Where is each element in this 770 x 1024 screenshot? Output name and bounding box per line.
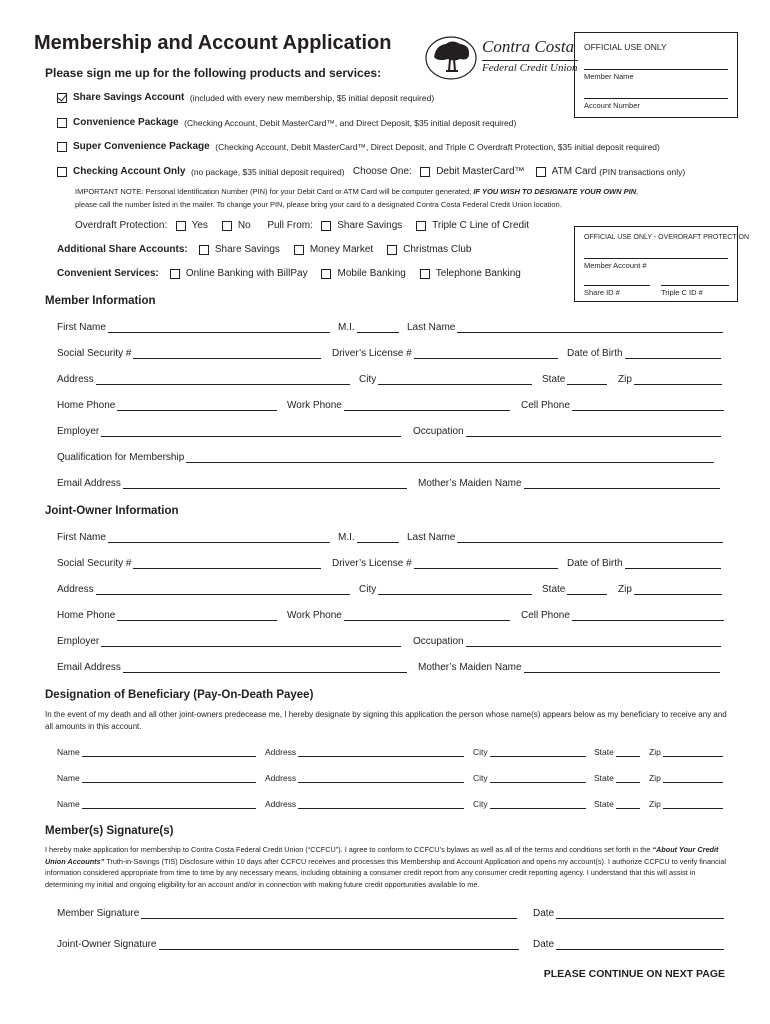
product-name: Convenience Package xyxy=(73,117,179,128)
note-text: IMPORTANT NOTE: Personal Identification Number (PIN) for your Debit Card or ATM Card will be computer generated; xyxy=(75,187,474,196)
beneficiary-state-input[interactable] xyxy=(616,774,640,783)
beneficiary-zip-input[interactable] xyxy=(663,748,723,757)
agreement-text-cont: Truth-in-Savings (TIS) Disclosure within 10 days after CCFCU receives and processes this Membership and Account Application and opens my account(s). I authorize CCFCU to verify financial information considered appropriate from time to time by any necessary means, including obtaining a consumer credit report from any consumer credit reporting agency. I understand that this will assist in determining my initial and ongoing eligibility for an account and/or in connection with making future credit opportunities available to me. xyxy=(45,856,727,889)
joint-work-phone-input[interactable] xyxy=(344,611,510,621)
beneficiary-name-input[interactable] xyxy=(82,774,256,783)
b2-name xyxy=(57,773,256,783)
beneficiary-city-input[interactable] xyxy=(490,774,586,783)
joint-occupation-input[interactable] xyxy=(466,637,721,647)
joint-dob-input[interactable] xyxy=(625,559,721,569)
member-account-label: Member Account # xyxy=(584,261,647,270)
form-subtitle: Please sign me up for the following products and services: xyxy=(45,66,382,80)
joint-city-input[interactable] xyxy=(378,585,532,595)
beneficiary-state-input[interactable] xyxy=(616,800,640,809)
field-label: State xyxy=(594,773,614,783)
j-maiden xyxy=(418,662,720,673)
j-first-name xyxy=(57,532,330,543)
pull-share-savings-label: Share Savings xyxy=(337,220,403,231)
services-row xyxy=(57,268,521,279)
product-desc: (Checking Account, Debit MasterCard™, Direct Deposit, and Triple C Overdraft Protection, $35 initial deposit required) xyxy=(215,141,660,152)
field-label: Social Security # xyxy=(57,558,132,569)
account-number-label: Account Number xyxy=(584,101,640,110)
field-label: Zip xyxy=(618,374,632,385)
convenience-package-checkbox[interactable] xyxy=(57,118,67,128)
field-label: City xyxy=(359,584,377,595)
b3-city xyxy=(473,799,586,809)
m-work-phone xyxy=(287,400,510,411)
b3-zip xyxy=(649,799,723,809)
tree-logo-icon xyxy=(424,35,478,81)
field-label: City xyxy=(473,747,488,757)
product-name: Checking Account Only xyxy=(73,166,186,177)
atm-card-label: ATM Card xyxy=(551,166,597,177)
home-phone-input[interactable] xyxy=(117,401,277,411)
j-city xyxy=(359,584,532,595)
telephone-banking-label: Telephone Banking xyxy=(435,268,521,279)
field-label: Zip xyxy=(649,773,661,783)
joint-home-phone-input[interactable] xyxy=(117,611,277,621)
joint-cell-phone-input[interactable] xyxy=(572,611,724,621)
choose-one-label: Choose One: xyxy=(352,166,412,177)
ccfcu-logo xyxy=(424,35,578,81)
field-label: City xyxy=(473,773,488,783)
pull-from-label: Pull From: xyxy=(267,220,313,231)
m-zip xyxy=(618,374,722,385)
b2-zip xyxy=(649,773,723,783)
field-label: Joint-Owner Signature xyxy=(57,939,157,950)
m-mi xyxy=(338,322,399,333)
member-info-heading: Member Information xyxy=(45,295,156,307)
first-name-input[interactable] xyxy=(108,323,330,333)
j-occupation xyxy=(413,636,721,647)
field-label: First Name xyxy=(57,322,106,333)
money-market-checkbox[interactable] xyxy=(294,245,304,255)
field-label: Last Name xyxy=(407,322,456,333)
official-use-title: OFFICIAL USE ONLY xyxy=(584,42,667,52)
important-note-line1 xyxy=(75,187,638,196)
qualification-input[interactable] xyxy=(186,453,714,463)
share-id-line[interactable] xyxy=(584,285,650,286)
m-first-name xyxy=(57,322,330,333)
field-label: Driver’s License # xyxy=(332,348,412,359)
joint-info-heading: Joint-Owner Information xyxy=(45,505,179,517)
joint-signature xyxy=(57,939,519,950)
continue-notice: PLEASE CONTINUE ON NEXT PAGE xyxy=(543,968,725,980)
share-id-label: Share ID # xyxy=(584,288,620,297)
m-cell-phone xyxy=(521,400,724,411)
beneficiary-zip-input[interactable] xyxy=(663,774,723,783)
j-last-name xyxy=(407,532,723,543)
m-state xyxy=(542,374,607,385)
m-city xyxy=(359,374,532,385)
note-comma: , xyxy=(636,187,639,196)
address-input[interactable] xyxy=(96,375,350,385)
member-name-line[interactable] xyxy=(584,69,728,70)
mobile-banking-label: Mobile Banking xyxy=(337,268,406,279)
field-label: Employer xyxy=(57,636,100,647)
official-use-box xyxy=(574,32,738,118)
b2-address xyxy=(265,773,464,783)
money-market-label: Money Market xyxy=(309,244,374,255)
cell-phone-input[interactable] xyxy=(572,401,724,411)
j-ssn xyxy=(57,558,321,569)
b3-state xyxy=(594,799,640,809)
form-title: Membership and Account Application xyxy=(34,32,392,54)
member-signature-date xyxy=(533,908,724,919)
overdraft-label: Overdraft Protection: xyxy=(75,220,168,231)
j-cell-phone xyxy=(521,610,724,621)
field-label: Date xyxy=(533,939,555,950)
signatures-heading: Member(s) Signature(s) xyxy=(45,825,174,837)
agreement-emphasis: “About Your Credit Union Accounts” xyxy=(45,845,719,866)
beneficiary-city-input[interactable] xyxy=(490,800,586,809)
super-convenience-checkbox[interactable] xyxy=(57,142,67,152)
pull-share-savings-checkbox[interactable] xyxy=(321,221,331,231)
product-desc: (Checking Account, Debit MasterCard™, and Direct Deposit, $35 initial deposit required) xyxy=(184,117,517,128)
b1-state xyxy=(594,747,640,757)
beneficiary-address-input[interactable] xyxy=(298,748,464,757)
field-label: Zip xyxy=(649,799,661,809)
field-label: Member Signature xyxy=(57,908,140,919)
christmas-club-label: Christmas Club xyxy=(403,244,472,255)
field-label: City xyxy=(473,799,488,809)
joint-zip-input[interactable] xyxy=(634,585,722,595)
joint-signature-date xyxy=(533,939,724,950)
product-desc: (included with every new membership, $5 initial deposit required) xyxy=(189,92,435,103)
j-zip xyxy=(618,584,722,595)
joint-mi-input[interactable] xyxy=(357,533,399,543)
joint-dl-input[interactable] xyxy=(414,559,558,569)
product-convenience-package xyxy=(57,117,516,128)
m-email xyxy=(57,478,407,489)
signatures-text xyxy=(45,844,727,890)
m-maiden xyxy=(418,478,720,489)
b3-address xyxy=(265,799,464,809)
telephone-banking-checkbox[interactable] xyxy=(420,269,430,279)
field-label: City xyxy=(359,374,377,385)
dob-input[interactable] xyxy=(625,349,721,359)
share-savings-checkbox[interactable] xyxy=(57,93,67,103)
overdraft-no-label: No xyxy=(237,220,251,231)
last-name-input[interactable] xyxy=(457,323,723,333)
field-label: Driver’s License # xyxy=(332,558,412,569)
overdraft-official-title: OFFICIAL USE ONLY - OVERDRAFT PROTECTION xyxy=(584,234,750,241)
debit-mastercard-label: Debit MasterCard™ xyxy=(436,166,525,177)
b1-zip xyxy=(649,747,723,757)
m-occupation xyxy=(413,426,721,437)
overdraft-official-box xyxy=(574,226,750,302)
dl-input[interactable] xyxy=(414,349,558,359)
field-label: State xyxy=(594,747,614,757)
services-label: Convenient Services: xyxy=(57,268,159,279)
b2-city xyxy=(473,773,586,783)
field-label: Date xyxy=(533,908,555,919)
field-label: Name xyxy=(57,799,80,809)
logo-name: Contra Costa xyxy=(482,37,575,56)
j-dl xyxy=(332,558,558,569)
member-account-line[interactable] xyxy=(584,258,728,259)
b3-name xyxy=(57,799,256,809)
product-name: Share Savings Account xyxy=(73,92,185,103)
pull-triple-c-checkbox[interactable] xyxy=(416,221,426,231)
field-label: Occupation xyxy=(413,426,464,437)
overdraft-yes-checkbox[interactable] xyxy=(176,221,186,231)
field-label: Address xyxy=(265,773,297,783)
j-dob xyxy=(567,558,721,569)
overdraft-no-checkbox[interactable] xyxy=(222,221,232,231)
field-label: Last Name xyxy=(407,532,456,543)
m-employer xyxy=(57,426,401,437)
joint-email-input[interactable] xyxy=(123,663,407,673)
joint-last-name-input[interactable] xyxy=(457,533,723,543)
logo-subname: Federal Credit Union xyxy=(482,62,578,74)
account-number-line[interactable] xyxy=(584,98,728,99)
beneficiary-address-input[interactable] xyxy=(298,800,464,809)
field-label: Email Address xyxy=(57,478,121,489)
debit-mastercard-checkbox[interactable] xyxy=(420,167,430,177)
work-phone-input[interactable] xyxy=(344,401,510,411)
joint-state-input[interactable] xyxy=(567,585,607,595)
field-label: Mother’s Maiden Name xyxy=(418,662,522,673)
field-label: M.I. xyxy=(338,532,355,543)
field-label: First Name xyxy=(57,532,106,543)
agreement-text: I hereby make application for membership to Contra Costa Federal Credit Union (“CCFCU”). I agree to conform to CCFCU’s bylaws as well as all of the terms and conditions set forth in the xyxy=(45,845,653,854)
employer-input[interactable] xyxy=(101,427,401,437)
triple-c-id-label: Triple C ID # xyxy=(661,288,703,297)
atm-card-note: (PIN transactions only) xyxy=(599,166,686,177)
beneficiary-state-input[interactable] xyxy=(616,748,640,757)
product-share-savings xyxy=(57,92,434,103)
field-label: Cell Phone xyxy=(521,610,570,621)
add-share-savings-label: Share Savings xyxy=(214,244,280,255)
product-desc: (no package, $35 initial deposit required) xyxy=(190,166,345,177)
zip-input[interactable] xyxy=(634,375,722,385)
b1-address xyxy=(265,747,464,757)
member-date-input[interactable] xyxy=(556,909,724,919)
field-label: Work Phone xyxy=(287,400,342,411)
field-label: Occupation xyxy=(413,636,464,647)
field-label: Work Phone xyxy=(287,610,342,621)
product-name: Super Convenience Package xyxy=(73,141,210,152)
overdraft-row xyxy=(75,220,529,231)
joint-ssn-input[interactable] xyxy=(133,559,321,569)
joint-employer-input[interactable] xyxy=(101,637,401,647)
field-label: Employer xyxy=(57,426,100,437)
m-qualification xyxy=(57,452,714,463)
beneficiary-address-input[interactable] xyxy=(298,774,464,783)
m-dob xyxy=(567,348,721,359)
ssn-input[interactable] xyxy=(133,349,321,359)
beneficiary-city-input[interactable] xyxy=(490,748,586,757)
m-home-phone xyxy=(57,400,277,411)
atm-card-checkbox[interactable] xyxy=(536,167,546,177)
triple-c-id-line[interactable] xyxy=(661,285,729,286)
field-label: State xyxy=(542,584,566,595)
email-input[interactable] xyxy=(123,479,407,489)
member-signature xyxy=(57,908,517,919)
j-employer xyxy=(57,636,401,647)
field-label: Name xyxy=(57,747,80,757)
field-label: Date of Birth xyxy=(567,348,623,359)
j-state xyxy=(542,584,607,595)
beneficiary-text: In the event of my death and all other joint-owners predecease me, I hereby designate by signing this application the person whose name(s) appears below as my beneficiary to receive any and all amounts in this account. xyxy=(45,710,727,731)
field-label: M.I. xyxy=(338,322,355,333)
field-label: Home Phone xyxy=(57,400,116,411)
j-address xyxy=(57,584,350,595)
occupation-input[interactable] xyxy=(466,427,721,437)
beneficiary-name-input[interactable] xyxy=(82,800,256,809)
field-label: Date of Birth xyxy=(567,558,623,569)
joint-date-input[interactable] xyxy=(556,940,724,950)
j-email xyxy=(57,662,407,673)
member-signature-input[interactable] xyxy=(141,909,517,919)
checking-only-checkbox[interactable] xyxy=(57,167,67,177)
m-address xyxy=(57,374,350,385)
add-share-savings-checkbox[interactable] xyxy=(199,245,209,255)
state-input[interactable] xyxy=(567,375,607,385)
field-label: Qualification for Membership xyxy=(57,452,185,463)
j-mi xyxy=(338,532,399,543)
pull-triple-c-label: Triple C Line of Credit xyxy=(432,220,530,231)
b1-city xyxy=(473,747,586,757)
online-banking-checkbox[interactable] xyxy=(170,269,180,279)
additional-shares-row xyxy=(57,244,471,255)
beneficiary-heading: Designation of Beneficiary (Pay-On-Death Payee) xyxy=(45,689,314,701)
product-super-convenience-package xyxy=(57,141,660,152)
joint-signature-input[interactable] xyxy=(159,940,519,950)
city-input[interactable] xyxy=(378,375,532,385)
field-label: Address xyxy=(57,584,94,595)
product-checking-only xyxy=(57,166,685,177)
field-label: Mother’s Maiden Name xyxy=(418,478,522,489)
b2-state xyxy=(594,773,640,783)
beneficiary-zip-input[interactable] xyxy=(663,800,723,809)
joint-address-input[interactable] xyxy=(96,585,350,595)
member-name-label: Member Name xyxy=(584,72,634,81)
field-label: Zip xyxy=(618,584,632,595)
field-label: Address xyxy=(265,799,297,809)
field-label: Social Security # xyxy=(57,348,132,359)
m-dl xyxy=(332,348,558,359)
m-ssn xyxy=(57,348,321,359)
field-label: Email Address xyxy=(57,662,121,673)
online-banking-label: Online Banking with BillPay xyxy=(185,268,308,279)
important-note-line2: please call the number listed in the mailer. To change your PIN, please bring your card to a designated Contra Costa Federal Credit Union location. xyxy=(75,200,562,209)
joint-first-name-input[interactable] xyxy=(108,533,330,543)
joint-maiden-input[interactable] xyxy=(524,663,720,673)
field-label: Address xyxy=(265,747,297,757)
additional-shares-label: Additional Share Accounts: xyxy=(57,244,188,255)
christmas-club-checkbox[interactable] xyxy=(387,245,397,255)
overdraft-yes-label: Yes xyxy=(191,220,208,231)
field-label: State xyxy=(542,374,566,385)
mobile-banking-checkbox[interactable] xyxy=(321,269,331,279)
beneficiary-name-input[interactable] xyxy=(82,748,256,757)
m-last-name xyxy=(407,322,723,333)
field-label: Name xyxy=(57,773,80,783)
maiden-input[interactable] xyxy=(524,479,720,489)
field-label: Address xyxy=(57,374,94,385)
j-home-phone xyxy=(57,610,277,621)
field-label: Cell Phone xyxy=(521,400,570,411)
b1-name xyxy=(57,747,256,757)
mi-input[interactable] xyxy=(357,323,399,333)
field-label: Zip xyxy=(649,747,661,757)
field-label: State xyxy=(594,799,614,809)
field-label: Home Phone xyxy=(57,610,116,621)
note-emphasis: IF YOU WISH TO DESIGNATE YOUR OWN PIN xyxy=(473,187,637,196)
j-work-phone xyxy=(287,610,510,621)
